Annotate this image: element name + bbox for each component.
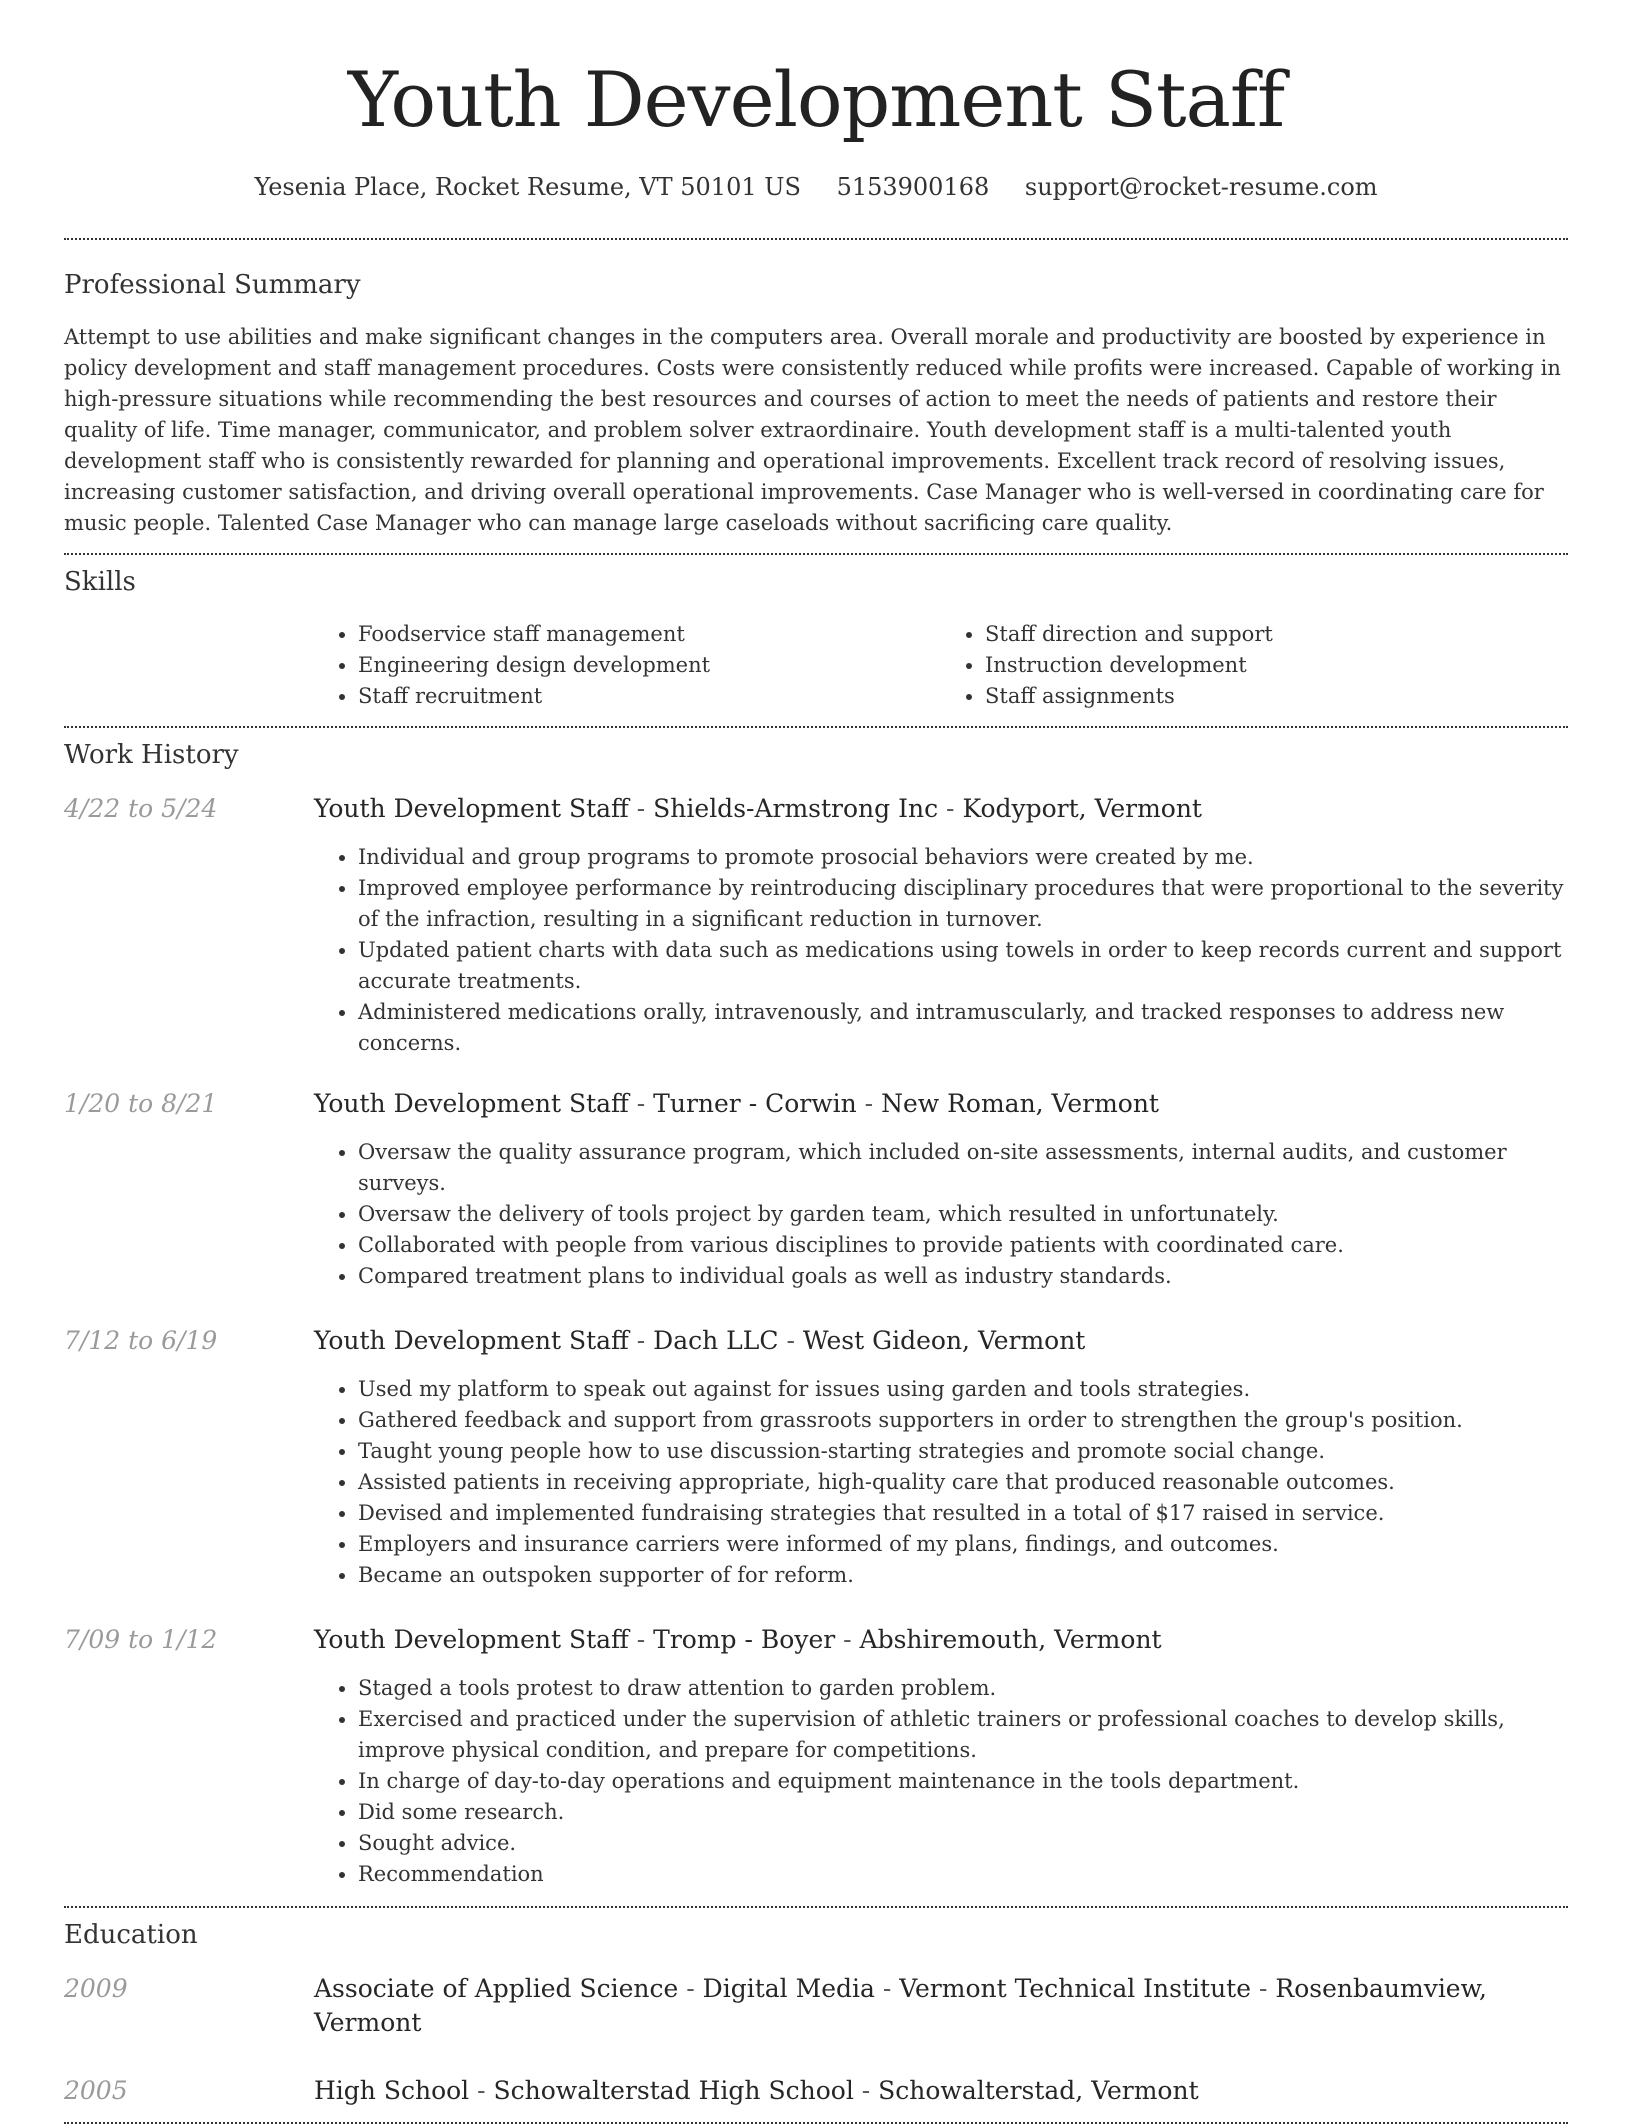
summary-section: [64, 268, 1568, 539]
work-section: [64, 738, 1568, 1890]
divider: [64, 1906, 1568, 1908]
divider: [64, 726, 1568, 728]
job-bullet: • Compared treatment plans to individual goals as well as industry standards.: [358, 1261, 1568, 1292]
skill-item: • Staff assignments: [985, 681, 1568, 712]
divider: [64, 238, 1568, 240]
job-header: [64, 1623, 1568, 1657]
contact-line: [64, 170, 1568, 204]
job-separator: -: [938, 794, 963, 823]
education-heading-line: [314, 1972, 1568, 2040]
job-dates: 7/09 to 1/12: [64, 1625, 218, 1654]
job-separator: -: [628, 1089, 654, 1118]
job-bullet: • Administered medications orally, intravenously, and intramuscularly, and tracked responses to address new concerns.: [358, 997, 1568, 1059]
job-heading: [314, 792, 1202, 826]
education-separator: -: [1251, 1974, 1276, 2003]
job-bullet: • Improved employee performance by reintroducing disciplinary procedures that were proportional to the severity of the infraction, resulting in a significant reduction in turnover.: [358, 873, 1568, 935]
job-bullet: • Sought advice.: [358, 1828, 1568, 1859]
job-separator: -: [835, 1625, 860, 1654]
education-year: 2009: [64, 1974, 128, 2003]
job-company: Dach LLC: [653, 1326, 779, 1355]
job-entry: [64, 1623, 1568, 1890]
education-separator: -: [874, 1974, 900, 2003]
job-location: Kodyport, Vermont: [962, 794, 1202, 823]
skills-section: [64, 565, 1568, 712]
skill-item: • Foodservice staff management: [358, 619, 941, 650]
education-separator: -: [678, 1974, 703, 2003]
education-section: [64, 1918, 1568, 2108]
job-title: Youth Development Staff: [314, 1326, 629, 1355]
job-entry: [64, 1324, 1568, 1591]
job-bullet: • Taught young people how to use discussion-starting strategies and promote social change.: [358, 1436, 1568, 1467]
job-bullet: • Devised and implemented fundraising strategies that resulted in a total of $17 raised in service.: [358, 1498, 1568, 1529]
education-degree: High School: [314, 2076, 470, 2105]
education-location: Schowalterstad, Vermont: [878, 2076, 1199, 2105]
job-bullet: • Oversaw the quality assurance program, which included on-site assessments, internal audits, and customer surveys.: [358, 1137, 1568, 1199]
work-heading: Work History: [64, 740, 239, 770]
job-header: [64, 1087, 1568, 1121]
job-location: West Gideon, Vermont: [802, 1326, 1086, 1355]
skill-item: • Engineering design development: [358, 650, 941, 681]
education-heading-line: [314, 2074, 1199, 2108]
job-separator: -: [856, 1089, 882, 1118]
job-bullet: • Assisted patients in receiving appropriate, high-quality care that produced reasonable outcomes.: [358, 1467, 1568, 1498]
skills-heading: Skills: [64, 567, 136, 597]
job-header: [64, 1324, 1568, 1358]
job-bullet: • Staged a tools protest to draw attention to garden problem.: [358, 1673, 1568, 1704]
job-entry: [64, 1087, 1568, 1292]
job-bullet: • Recommendation: [358, 1859, 1568, 1890]
education-year: 2005: [64, 2076, 128, 2105]
skill-item: • Staff recruitment: [358, 681, 941, 712]
job-dates: 4/22 to 5/24: [64, 794, 218, 823]
job-title: Youth Development Staff: [314, 1089, 629, 1118]
job-bullets: [314, 1137, 1568, 1292]
job-bullet: • Did some research.: [358, 1797, 1568, 1828]
divider: [64, 553, 1568, 555]
job-dates: 1/20 to 8/21: [64, 1089, 218, 1118]
resume-page: [64, 0, 1568, 2124]
job-location: New Roman, Vermont: [881, 1089, 1159, 1118]
education-separator: -: [853, 2076, 879, 2105]
job-separator: -: [778, 1326, 803, 1355]
job-bullets: [314, 1673, 1568, 1890]
education-entry: [64, 1972, 1568, 2040]
job-bullet: • Updated patient charts with data such as medications using towels in order to keep records current and support accurate treatments.: [358, 935, 1568, 997]
job-heading: [314, 1324, 1085, 1358]
education-degree: Associate of Applied Science: [314, 1974, 679, 2003]
job-company: Shields-Armstrong Inc: [653, 794, 939, 823]
job-bullets: [314, 842, 1568, 1059]
job-separator: -: [628, 1326, 654, 1355]
job-entry: [64, 792, 1568, 1059]
summary-text: Attempt to use abilities and make significant changes in the computers area. Overall morale and productivity are boosted by experience in policy development and staff management procedures. Costs were consistently reduced while profits were increased. Capable of working in high-pressure situations while recommending the best resources and courses of action to meet the needs of patients and restore their quality of life. Time manager, communicator, and problem solver extraordinaire. Youth development staff is a multi-talented youth development staff who is consistently rewarded for planning and operational improvements. Excellent track record of resolving issues, increasing customer satisfaction, and driving overall operational improvements. Case Manager who is well-versed in coordinating care for music people. Talented Case Manager who can manage large caseloads without sacrificing care quality.: [64, 325, 1561, 535]
summary-heading: Professional Summary: [64, 270, 361, 300]
job-company: Turner - Corwin: [653, 1089, 857, 1118]
skill-item: • Instruction development: [985, 650, 1568, 681]
job-bullet: • Individual and group programs to promote prosocial behaviors were created by me.: [358, 842, 1568, 873]
job-separator: -: [628, 794, 654, 823]
education-heading: Education: [64, 1920, 198, 1950]
contact-email: support@rocket-resume.com: [1024, 173, 1378, 201]
job-header: [64, 792, 1568, 826]
contact-address: Yesenia Place, Rocket Resume, VT 50101 US: [254, 173, 801, 201]
education-separator: -: [469, 2076, 494, 2105]
education-entry: [64, 2074, 1568, 2108]
job-bullet: • Used my platform to speak out against for issues using garden and tools strategies.: [358, 1374, 1568, 1405]
skills-column-right: [941, 619, 1568, 712]
job-bullet: • Became an outspoken supporter of for reform.: [358, 1560, 1568, 1591]
job-separator: -: [628, 1625, 654, 1654]
skills-list: [314, 619, 1568, 712]
job-bullet: • Gathered feedback and support from grassroots supporters in order to strengthen the group's position.: [358, 1405, 1568, 1436]
job-heading: [314, 1623, 1162, 1657]
job-title: Youth Development Staff: [314, 794, 629, 823]
job-bullets: [314, 1374, 1568, 1591]
job-bullet: • Exercised and practiced under the supervision of athletic trainers or professional coaches to develop skills, improve physical condition, and prepare for competitions.: [358, 1704, 1568, 1766]
job-bullet: • In charge of day-to-day operations and equipment maintenance in the tools department.: [358, 1766, 1568, 1797]
contact-phone: 5153900168: [836, 173, 990, 201]
job-bullet: • Employers and insurance carriers were informed of my plans, findings, and outcomes.: [358, 1529, 1568, 1560]
job-bullet: • Oversaw the delivery of tools project by garden team, which resulted in unfortunately.: [358, 1199, 1568, 1230]
job-dates: 7/12 to 6/19: [64, 1326, 218, 1355]
education-field: Digital Media: [702, 1974, 875, 2003]
resume-name: Youth Development Staff: [347, 55, 1285, 144]
job-bullet: • Collaborated with people from various disciplines to provide patients with coordinated care.: [358, 1230, 1568, 1261]
skill-item: • Staff direction and support: [985, 619, 1568, 650]
job-company: Tromp - Boyer: [653, 1625, 836, 1654]
job-title: Youth Development Staff: [314, 1625, 629, 1654]
education-location: Rosenbaumview, Vermont: [314, 1974, 1487, 2037]
education-school: Vermont Technical Institute: [899, 1974, 1252, 2003]
skills-column-left: [314, 619, 941, 712]
job-heading: [314, 1087, 1159, 1121]
education-school: Schowalterstad High School: [493, 2076, 854, 2105]
job-location: Abshiremouth, Vermont: [859, 1625, 1162, 1654]
